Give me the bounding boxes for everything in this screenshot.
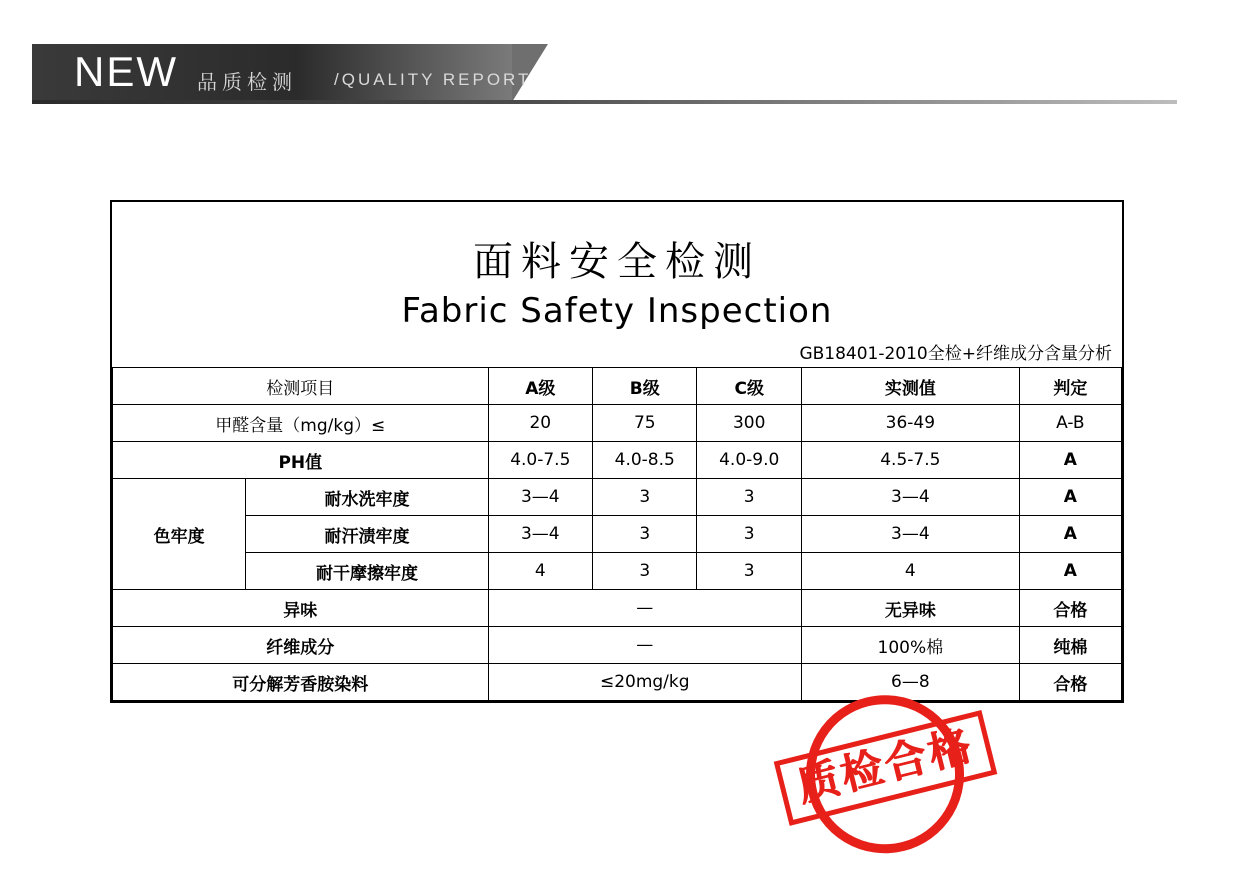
column-header-judgement: 判定 <box>1019 368 1121 405</box>
table-row <box>113 627 1122 664</box>
column-header-grade-b: B级 <box>593 368 697 405</box>
row-grade-b: 3 <box>593 553 697 590</box>
report-title-cn: 面料安全检测 <box>473 239 761 285</box>
row-measured: 36-49 <box>801 405 1019 442</box>
row-judgement: A <box>1019 442 1121 479</box>
row-judgement: 合格 <box>1019 590 1121 627</box>
row-grade-c: 300 <box>697 405 801 442</box>
banner-title-en: /QUALITY REPORT <box>334 70 532 89</box>
row-grade-b: 75 <box>593 405 697 442</box>
row-item-label: 耐水洗牢度 <box>246 479 488 516</box>
row-grade-b: 3 <box>593 516 697 553</box>
row-measured: 6—8 <box>801 664 1019 701</box>
column-header-measured: 实测值 <box>801 368 1019 405</box>
row-grade-a: 4 <box>488 553 592 590</box>
row-measured: 4 <box>801 553 1019 590</box>
stamp-text: 质检合格 <box>791 719 979 812</box>
row-measured: 无异味 <box>801 590 1019 627</box>
row-grade-c: 3 <box>697 553 801 590</box>
row-grade-span: ≤20mg/kg <box>488 664 801 701</box>
banner-title-cn: 品质检测 <box>197 70 297 94</box>
row-grade-c: 3 <box>697 479 801 516</box>
row-item-label: PH值 <box>113 442 489 479</box>
row-item-label: 甲醛含量（mg/kg）≤ <box>113 405 489 442</box>
inspection-report-card <box>110 200 1124 703</box>
row-grade-c: 3 <box>697 516 801 553</box>
quality-pass-stamp <box>780 686 1000 861</box>
table-row <box>113 553 1122 590</box>
row-item-label: 耐干摩擦牢度 <box>246 553 488 590</box>
table-row <box>113 479 1122 516</box>
column-header-grade-c: C级 <box>697 368 801 405</box>
page-header-banner <box>32 44 1177 106</box>
table-header-row <box>113 368 1122 405</box>
row-item-label: 纤维成分 <box>113 627 489 664</box>
row-grade-span: — <box>488 590 801 627</box>
banner-new-label: NEW <box>74 48 178 95</box>
row-item-label: 耐汗渍牢度 <box>246 516 488 553</box>
row-item-label: 异味 <box>113 590 489 627</box>
row-judgement: A <box>1019 553 1121 590</box>
row-measured: 3—4 <box>801 479 1019 516</box>
banner-divider-rule <box>32 100 1177 104</box>
stamp-rotated-group <box>762 662 1018 885</box>
table-row <box>113 405 1122 442</box>
table-row <box>113 442 1122 479</box>
row-judgement: 纯棉 <box>1019 627 1121 664</box>
table-row <box>113 590 1122 627</box>
row-grade-c: 4.0-9.0 <box>697 442 801 479</box>
row-grade-a: 3—4 <box>488 479 592 516</box>
row-measured: 4.5-7.5 <box>801 442 1019 479</box>
row-grade-a: 4.0-7.5 <box>488 442 592 479</box>
inspection-result-table <box>112 367 1122 701</box>
row-measured: 100%棉 <box>801 627 1019 664</box>
row-item-label: 可分解芳香胺染料 <box>113 664 489 701</box>
row-measured: 3—4 <box>801 516 1019 553</box>
column-header-item: 检测项目 <box>113 368 489 405</box>
row-grade-a: 3—4 <box>488 516 592 553</box>
row-judgement: A <box>1019 516 1121 553</box>
row-group-label: 色牢度 <box>113 479 246 590</box>
table-row <box>113 516 1122 553</box>
row-grade-b: 3 <box>593 479 697 516</box>
row-grade-span: — <box>488 627 801 664</box>
column-header-grade-a: A级 <box>488 368 592 405</box>
row-judgement: A-B <box>1019 405 1121 442</box>
row-judgement: A <box>1019 479 1121 516</box>
report-standard-note: GB18401-2010全检+纤维成分含量分析 <box>799 344 1112 364</box>
row-judgement: 合格 <box>1019 664 1121 701</box>
report-title-en: Fabric Safety Inspection <box>401 291 833 331</box>
row-grade-a: 20 <box>488 405 592 442</box>
row-grade-b: 4.0-8.5 <box>593 442 697 479</box>
